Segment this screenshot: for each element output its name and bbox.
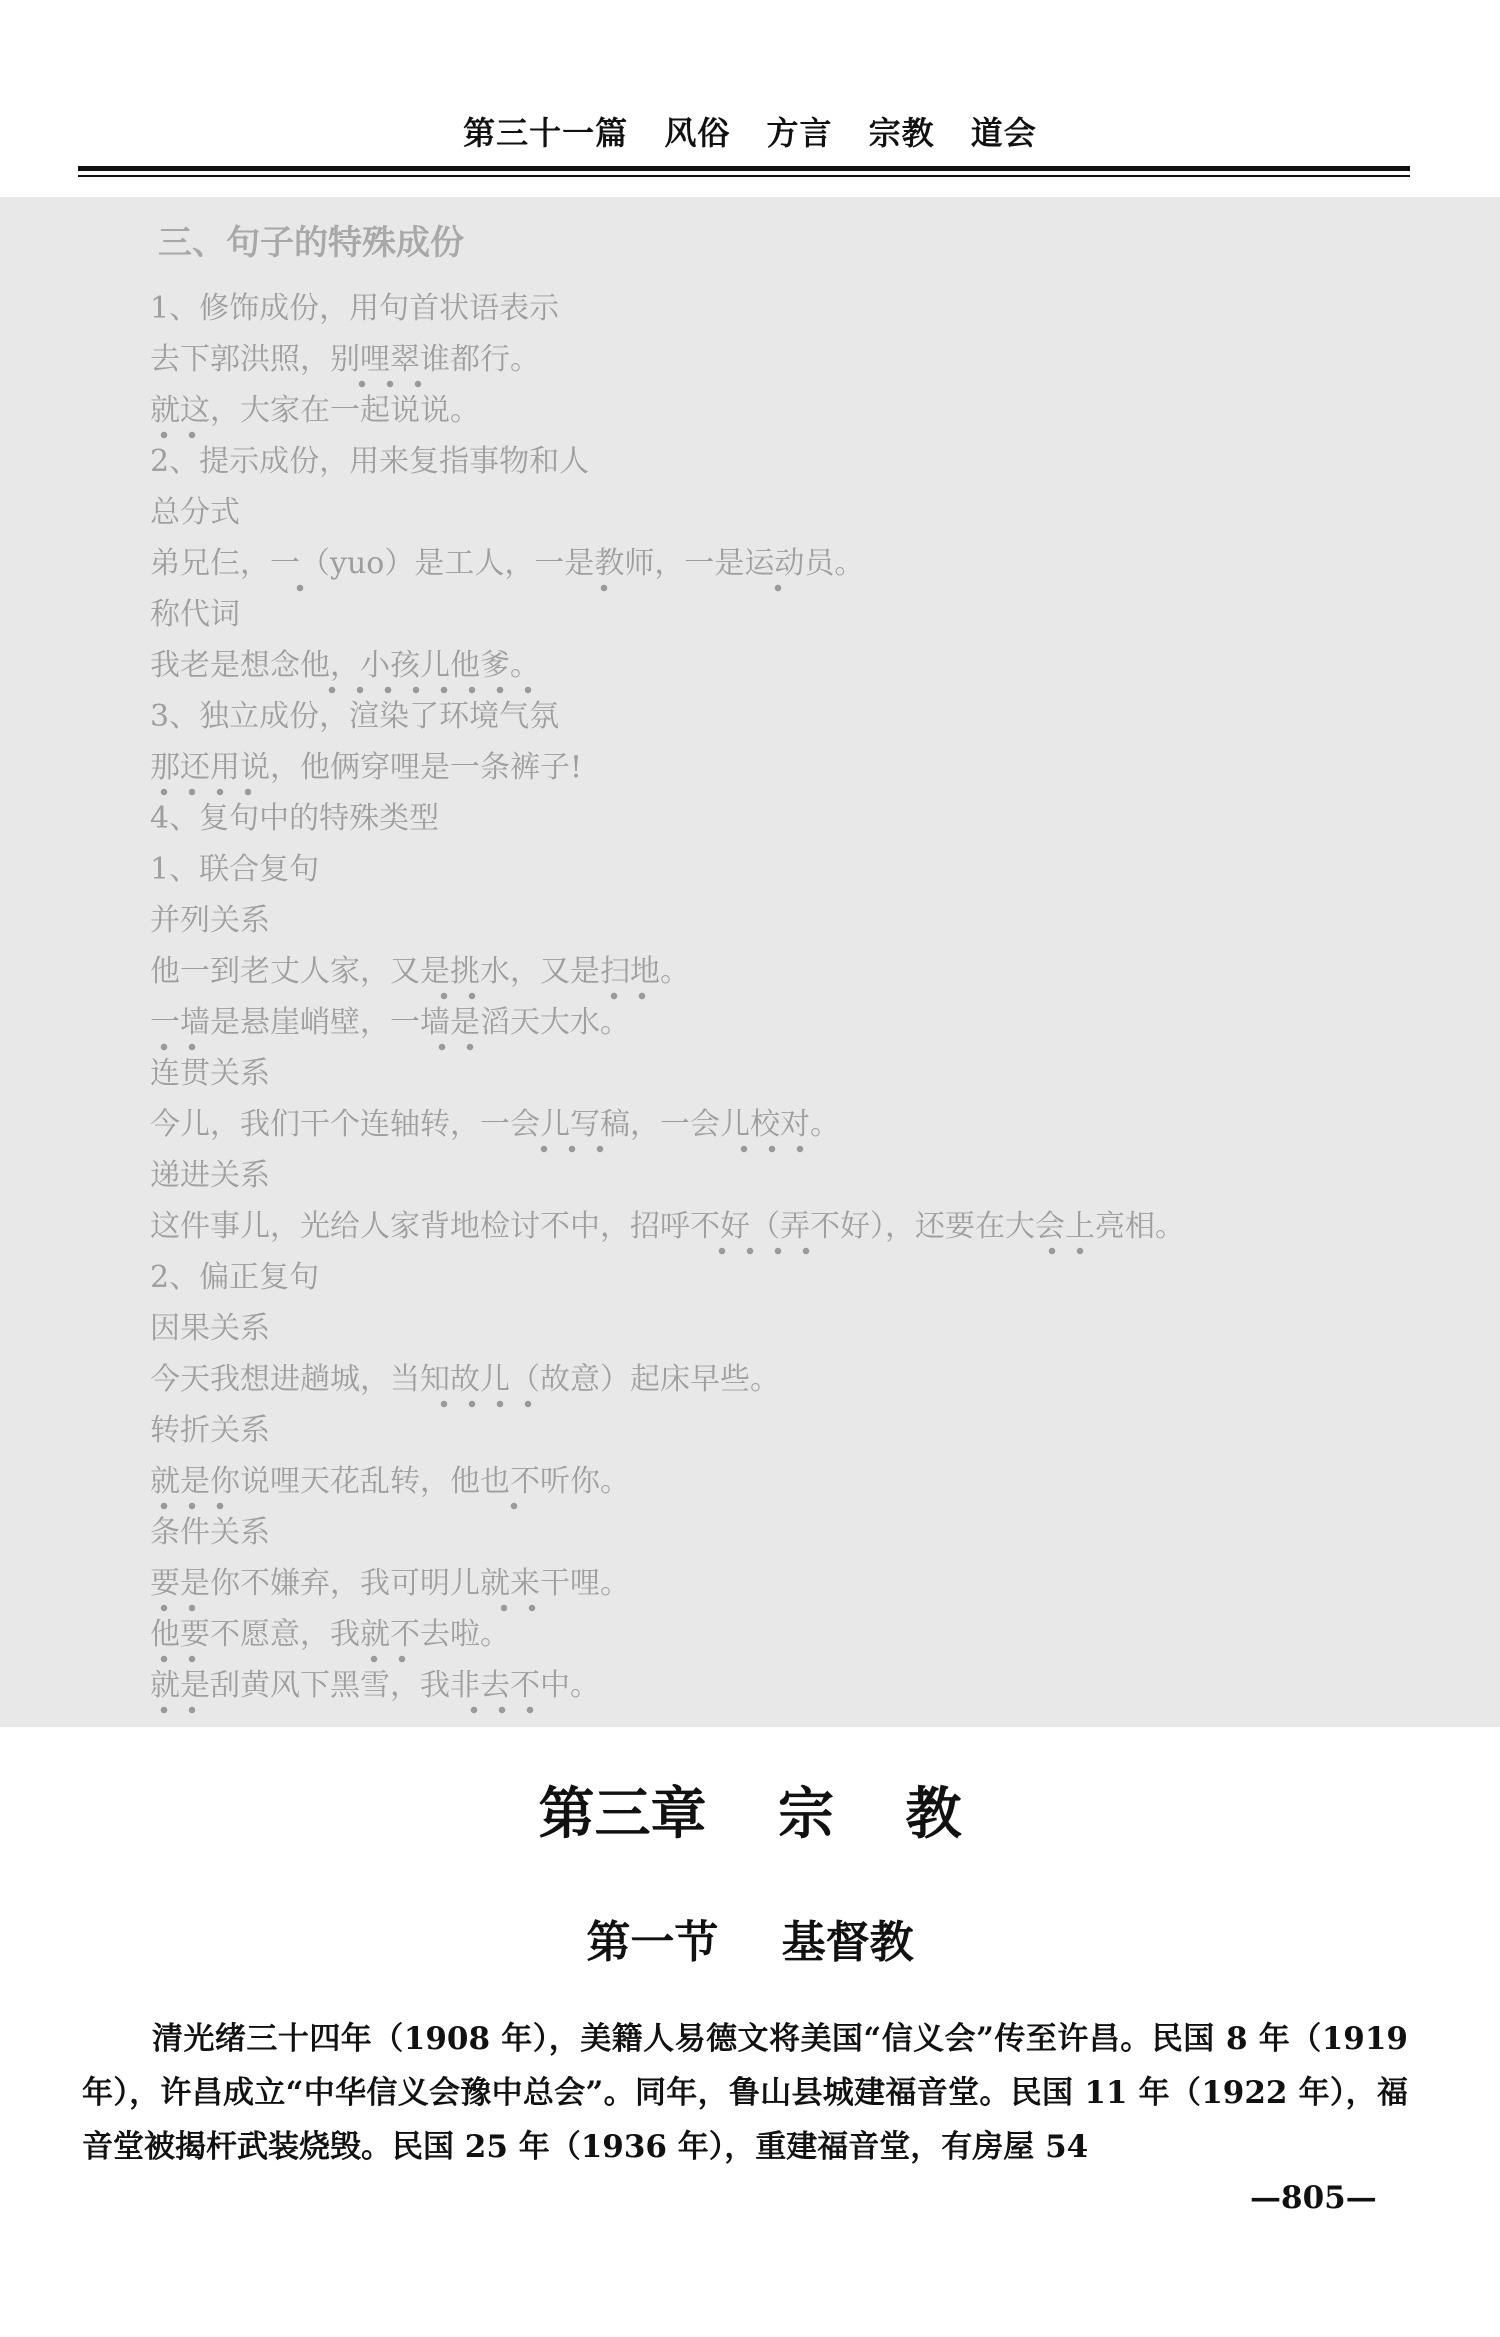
chapter-title-char: 教 — [905, 1782, 962, 1847]
faded-heading: 三、句子的特殊成份 — [158, 223, 464, 263]
faded-line: 并列关系 — [150, 903, 270, 938]
emphasis-dots — [150, 1655, 206, 1663]
header-topic: 道会 — [970, 114, 1037, 152]
section-number: 第一节 — [586, 1917, 719, 1968]
page-number: —805— — [1250, 2180, 1377, 2216]
body-paragraph: 清光绪三十四年（1908 年），美籍人易德文将美国“信义会”传至许昌。民国 8 年（1919 年），许昌成立“中华信义会豫中总会”。同年，鲁山县城建福音堂。民国 11 年（1922 年），福音堂被揭杆武装烧毁。民国 25 年（1936 年），重建福音堂，有房屋 54 — [82, 2021, 1408, 2165]
emphasis-dots — [590, 584, 618, 592]
emphasis-dots — [1038, 1247, 1094, 1255]
chapter-number: 第三章 — [538, 1782, 707, 1847]
emphasis-dots — [490, 1604, 546, 1612]
faded-line: 称代词 — [150, 597, 240, 632]
faded-line: 我老是想念他，小孩儿他爹。 — [150, 648, 540, 683]
faded-line: 3、独立成份，渲染了环境气氛 — [150, 699, 560, 734]
header-topic: 风俗 — [664, 114, 731, 152]
chapter-title — [0, 1770, 1500, 1850]
header-rule-thick — [78, 166, 1410, 171]
faded-line: 因果关系 — [150, 1311, 270, 1346]
faded-line: 4、复句中的特殊类型 — [150, 801, 440, 836]
header-rule-thin — [78, 175, 1410, 177]
faded-line: 1、联合复句 — [150, 852, 320, 887]
faded-line: 去下郭洪照，别哩翠谁都行。 — [150, 342, 540, 377]
faded-line: 这件事儿，光给人家背地检讨不中，招呼不好（弄不好），还要在大会上亮相。 — [150, 1209, 1185, 1244]
faded-line: 他一到老丈人家，又是挑水，又是扫地。 — [150, 954, 690, 989]
emphasis-dots — [460, 1706, 544, 1714]
header-part: 第三十一篇 — [463, 114, 629, 152]
emphasis-dots — [150, 431, 206, 439]
faded-line: 那还用说，他俩穿哩是一条裤子! — [150, 750, 583, 785]
emphasis-dots — [150, 1706, 206, 1714]
faded-line: 他要不愿意，我就不去啦。 — [150, 1617, 510, 1652]
faded-line: 2、偏正复句 — [150, 1260, 320, 1295]
emphasis-dots — [428, 1043, 484, 1051]
faded-line: 条件关系 — [150, 1515, 270, 1550]
emphasis-dots — [150, 1043, 206, 1051]
header-topic: 宗教 — [868, 114, 935, 152]
header-topic: 方言 — [766, 114, 833, 152]
faded-line: 弟兄仨，一（yuo）是工人，一是教师，一是运动员。 — [150, 546, 865, 581]
emphasis-dots — [730, 1145, 814, 1153]
running-header — [0, 108, 1500, 154]
emphasis-dots — [764, 584, 792, 592]
faded-line: 递进关系 — [150, 1158, 270, 1193]
emphasis-dots — [150, 788, 262, 796]
emphasis-dots — [600, 992, 656, 1000]
section-title — [0, 1906, 1500, 1970]
faded-line: 一墙是悬崖峭壁，一墙是滔天大水。 — [150, 1005, 630, 1040]
emphasis-dots — [708, 1247, 820, 1255]
emphasis-dots — [430, 992, 486, 1000]
emphasis-dots — [530, 1145, 614, 1153]
emphasis-dots — [150, 1502, 234, 1510]
section-name: 基督教 — [781, 1917, 914, 1968]
emphasis-dots — [318, 686, 542, 694]
faded-line: 2、提示成份，用来复指事物和人 — [150, 444, 590, 479]
faded-line: 总分式 — [150, 495, 240, 530]
faded-previous-section — [0, 197, 1500, 1727]
faded-line: 连贯关系 — [150, 1056, 270, 1091]
faded-line: 就是刮黄风下黑雪，我非去不中。 — [150, 1668, 600, 1703]
faded-line: 就是你说哩天花乱转，他也不听你。 — [150, 1464, 630, 1499]
emphasis-dots — [500, 1502, 528, 1510]
faded-line: 要是你不嫌弃，我可明儿就来干哩。 — [150, 1566, 630, 1601]
faded-line: 转折关系 — [150, 1413, 270, 1448]
faded-line: 今儿，我们干个连轴转，一会儿写稿，一会儿校对。 — [150, 1107, 840, 1142]
chapter-title-char: 宗 — [778, 1782, 834, 1847]
faded-line: 就这，大家在一起说说。 — [150, 393, 480, 428]
emphasis-dots — [150, 1604, 206, 1612]
emphasis-dots — [430, 1400, 542, 1408]
faded-line: 今天我想进趟城，当知故儿（故意）起床早些。 — [150, 1362, 780, 1397]
emphasis-dots — [286, 584, 314, 592]
emphasis-dots — [360, 1655, 416, 1663]
faded-line: 1、修饰成份，用句首状语表示 — [150, 291, 560, 326]
emphasis-dots — [348, 380, 432, 388]
